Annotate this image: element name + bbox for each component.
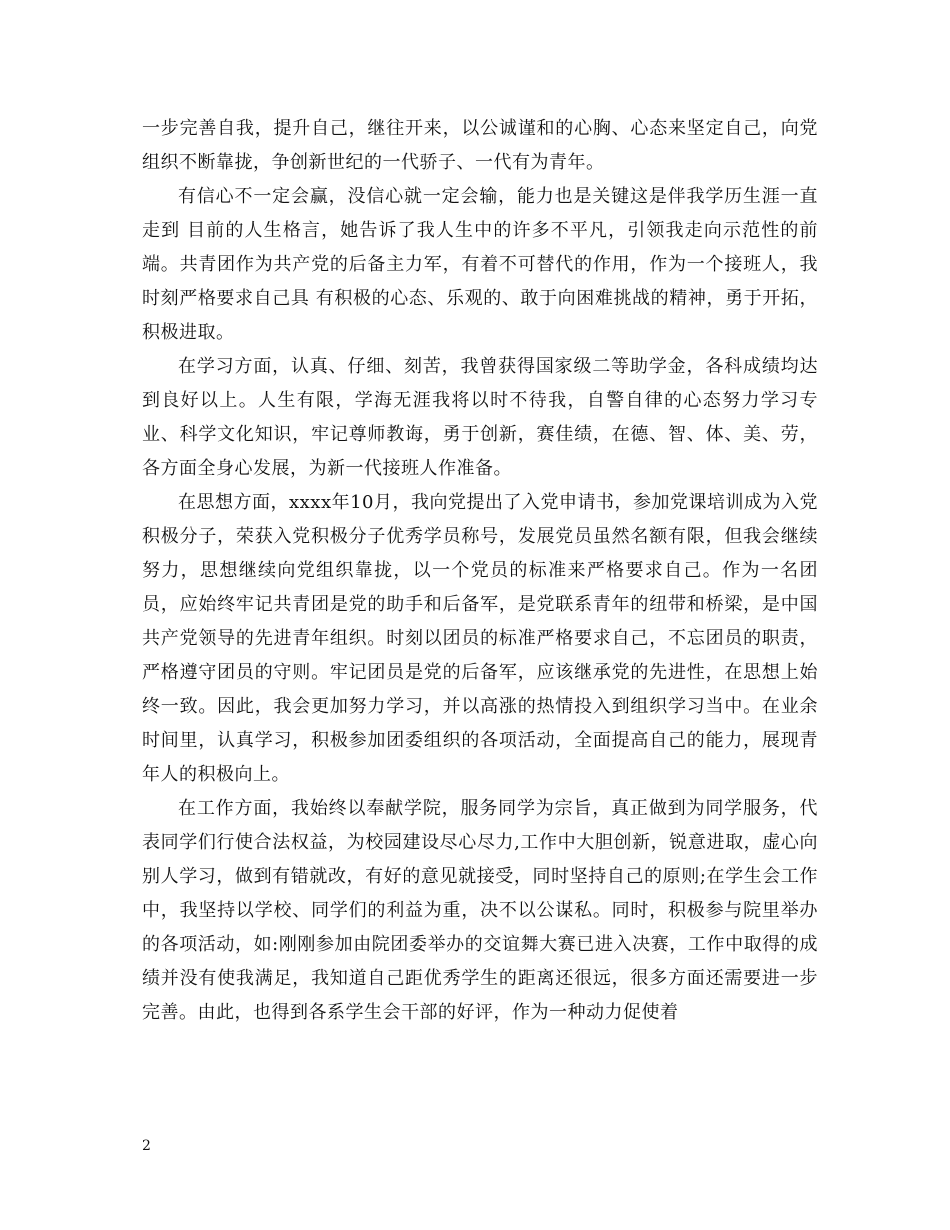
- page-number: 2: [142, 1138, 151, 1154]
- paragraph-study: 在学习方面，认真、仔细、刻苦，我曾获得国家级二等助学金，各科成绩均达到良好以上。人生有限，学海无涯我将以时不待我，自警自律的心态努力学习专业、科学文化知识，牢记尊师教诲，勇于创新，赛佳绩，在德、智、体、美、劳，各方面全身心发展，为新一代接班人作准备。: [142, 356, 818, 479]
- paragraph-continuation: 一步完善自我，提升自己，继往开来，以公诚谨和的心胸、心态来坚定自己，向党组织不断靠拢，争创新世纪的一代骄子、一代有为青年。: [142, 118, 818, 173]
- paragraph-thought: 在思想方面，xxxx年10月，我向党提出了入党申请书，参加党课培训成为入党积极分子，荣获入党积极分子优秀学员称号，发展党员虽然名额有限，但我会继续努力，思想继续向党组织靠拢，以一个党员的标准来严格要求自己。作为一名团员，应始终牢记共青团是党的助手和后备军，是党联系青年的纽带和桥梁，是中国共产党领导的先进青年组织。时刻以团员的标准严格要求自己，不忘团员的职责，严格遵守团员的守则。牢记团员是党的后备军，应该继承党的先进性，在思想上始终一致。因此，我会更加努力学习，并以高涨的热情投入到组织学习当中。在业余时间里，认真学习，积极参加团委组织的各项活动，全面提高自己的能力，展现青年人的积极向上。: [142, 492, 819, 785]
- document-body: [142, 112, 818, 1030]
- paragraph-motto: 有信心不一定会赢，没信心就一定会输，能力也是关键这是伴我学历生涯一直走到 目前的人生格言，她告诉了我人生中的许多不平凡，引领我走向示范性的前端。共青团作为共产党的后备主力军，有着不可替代的作用，作为一个接班人，我时刻严格要求自己具 有积极的心态、乐观的、敢于向困难挑战的精神，勇于开拓，积极进取。: [142, 186, 818, 343]
- paragraph-work: 在工作方面，我始终以奉献学院，服务同学为宗旨，真正做到为同学服务，代表同学们行使合法权益，为校园建设尽心尽力,工作中大胆创新，锐意进取，虚心向别人学习，做到有错就改，有好的意见就接受，同时坚持自己的原则;在学生会工作中，我坚持以学校、同学们的利益为重，决不以公谋私。同时，积极参与院里举办的各项活动，如:刚刚参加由院团委举办的交谊舞大赛已进入决赛，工作中取得的成绩并没有使我满足，我知道自己距优秀学生的距离还很远，很多方面还需要进一步完善。由此，也得到各系学生会干部的好评，作为一种动力促使着: [142, 798, 818, 1023]
